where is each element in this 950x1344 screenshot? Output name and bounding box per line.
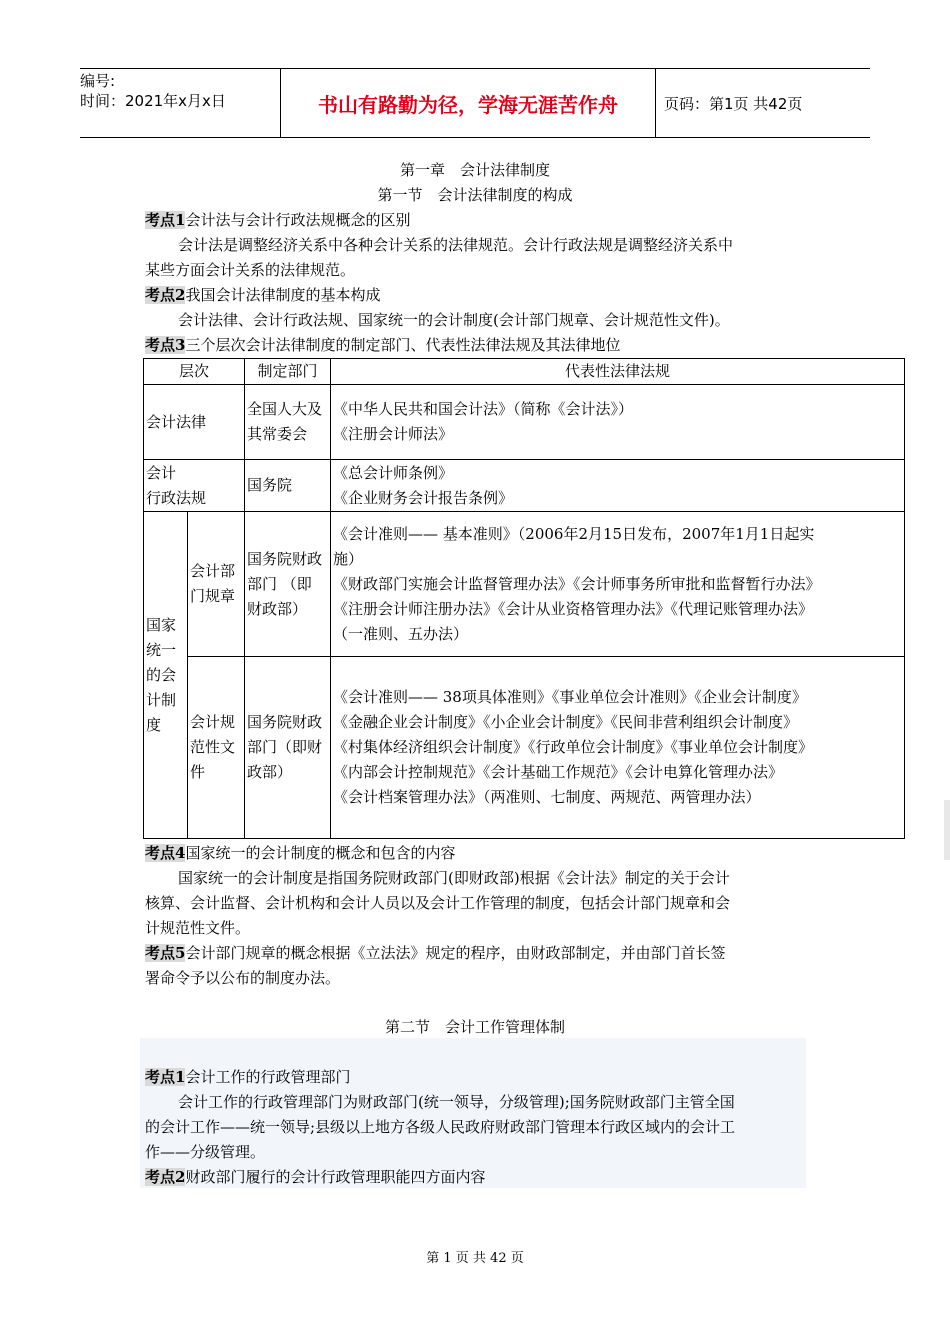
table-row — [144, 512, 905, 657]
time-label: 时间：2021年x月x日 — [80, 92, 226, 110]
cell-text: 《企业财务会计报告条例》 — [333, 488, 514, 507]
scroll-edge — [944, 800, 950, 860]
table-row — [144, 385, 905, 460]
paragraph-line: 的会计工作——统一领导;县级以上地方各级人民政府财政部门管理本行政区域内的会计工 — [145, 1118, 736, 1136]
paragraph-line: 作——分级管理。 — [145, 1143, 266, 1161]
table-header-row — [144, 359, 905, 385]
page-header — [80, 68, 870, 138]
paragraph-line: 某些方面会计关系的法律规范。 — [145, 261, 356, 279]
point-tag: 考点3 — [145, 336, 186, 354]
cell-text: 行政法规 — [146, 488, 207, 507]
motto: 书山有路勤为径，学海无涯苦作舟 — [281, 69, 656, 137]
cell-text: 《中华人民共和国会计法》（简称《会计法》） — [333, 400, 634, 418]
cell-law — [331, 460, 905, 512]
point-4-heading — [145, 841, 455, 866]
cell-text: 财政部） — [247, 599, 308, 618]
cell-text: 《会计准则—— 38项具体准则》《事业单位会计准则》《企业会计制度》 — [333, 688, 807, 706]
cell-level: 会计法律 — [144, 385, 245, 460]
paragraph-line: 会计法是调整经济关系中各种会计关系的法律规范。会计行政法规是调整经济关系中 — [178, 236, 734, 254]
chapter-title: 第一章 会计法律制度 — [399, 161, 550, 179]
cell-text: 国务院财政 — [247, 713, 323, 731]
paragraph-line: 会计法律、会计行政法规、国家统一的会计制度(会计部门规章、会计规范性文件)。 — [178, 311, 730, 329]
point-tag: 考点2 — [145, 1168, 186, 1186]
cell-text: 部门 （即 — [247, 574, 312, 593]
section-2-point-1-heading — [145, 1065, 350, 1090]
cell-text: 《会计准则—— 基本准则》（2006年2月15日发布，2007年1月1日起实 — [333, 524, 815, 543]
cell-text: 的会 — [146, 665, 177, 684]
point-1-heading — [145, 208, 410, 233]
cell-text: 会计规 — [190, 713, 236, 731]
section-2-title: 第二节 会计工作管理体制 — [384, 1018, 565, 1036]
legal-system-table — [143, 358, 905, 839]
cell-text: 其常委会 — [247, 425, 308, 443]
point-tag: 考点2 — [145, 286, 186, 304]
cell-text: 《总会计师条例》 — [333, 463, 454, 482]
cell-text: 施） — [333, 549, 364, 568]
point-tag: 考点1 — [145, 1068, 186, 1086]
cell-dept: 国务院 — [245, 460, 331, 512]
point-tag: 考点4 — [145, 844, 186, 862]
cell-text: 全国人大及 — [247, 400, 323, 418]
cell-text: 《村集体经济组织会计制度》《行政单位会计制度》《事业单位会计制度》 — [333, 738, 814, 756]
cell-text: 国务院财政 — [247, 549, 323, 568]
point-title: 国家统一的会计制度的概念和包含的内容 — [185, 844, 456, 862]
cell-text: 《注册会计师注册办法》《会计从业资格管理办法》《代理记账管理办法》 — [333, 599, 814, 618]
point-2-heading — [145, 283, 380, 308]
point-title: 三个层次会计法律制度的制定部门、代表性法律法规及其法律地位 — [185, 336, 621, 354]
cell-text: 计制 — [146, 690, 177, 709]
cell-text: 统一 — [146, 640, 177, 659]
point-tag: 考点1 — [145, 211, 186, 229]
number-label: 编号: — [80, 72, 116, 90]
cell-text: 《金融企业会计制度》《小企业会计制度》《民间非营利组织会计制度》 — [333, 713, 799, 731]
cell-text: 件 — [190, 763, 206, 781]
cell-text: 国家 — [146, 615, 177, 634]
cell-text: 政部） — [247, 763, 293, 781]
paragraph-line: 计规范性文件。 — [145, 919, 251, 937]
table-row — [144, 460, 905, 512]
cell-dept — [245, 512, 331, 657]
header-level: 层次 — [144, 359, 245, 385]
paragraph-line: 会计部门规章的概念根据《立法法》规定的程序，由财政部制定，并由部门首长签 — [185, 944, 726, 962]
point-5-heading — [145, 941, 725, 966]
paragraph-line: 核算、会计监督、会计机构和会计人员以及会计工作管理的制度，包括会计部门规章和会 — [145, 894, 731, 912]
point-title: 我国会计法律制度的基本构成 — [185, 286, 381, 304]
cell-sublevel — [188, 657, 245, 839]
point-3-heading — [145, 333, 620, 358]
cell-text: 门规章 — [190, 587, 236, 605]
point-tag: 考点5 — [145, 944, 186, 962]
cell-law — [331, 385, 905, 460]
cell-level — [144, 460, 245, 512]
header-dept: 制定部门 — [245, 359, 331, 385]
point-title: 财政部门履行的会计行政管理职能四方面内容 — [185, 1168, 486, 1186]
table-row — [144, 657, 905, 839]
cell-dept — [245, 385, 331, 460]
cell-text: （一准则、五办法） — [333, 624, 469, 643]
cell-sublevel — [188, 512, 245, 657]
paragraph-line: 署命令予以公布的制度办法。 — [145, 969, 341, 987]
cell-level-unified — [144, 512, 188, 839]
page-info: 页码：第1页 共42页 — [664, 94, 803, 113]
paragraph-line: 会计工作的行政管理部门为财政部门(统一领导，分级管理);国务院财政部门主管全国 — [178, 1093, 735, 1111]
cell-text: 《内部会计控制规范》《会计基础工作规范》《会计电算化管理办法》 — [333, 763, 784, 781]
cell-text: 《会计档案管理办法》（两准则、七制度、两规范、两管理办法） — [333, 788, 761, 806]
point-title: 会计工作的行政管理部门 — [185, 1068, 351, 1086]
cell-text: 部门（即财 — [247, 738, 323, 756]
cell-text: 会计 — [146, 463, 177, 482]
paragraph-line: 国家统一的会计制度是指国务院财政部门(即财政部)根据《会计法》制定的关于会计 — [178, 869, 730, 887]
cell-text: 《财政部门实施会计监督管理办法》《会计师事务所审批和监督暂行办法》 — [333, 574, 821, 593]
cell-law — [331, 657, 905, 839]
section-2-point-2-heading — [145, 1165, 485, 1190]
cell-law — [331, 512, 905, 657]
cell-text: 《注册会计师法》 — [333, 425, 454, 443]
header-left-cell — [80, 69, 281, 137]
header-law: 代表性法律法规 — [331, 359, 905, 385]
cell-text: 会计部 — [190, 562, 236, 580]
cell-text: 度 — [146, 715, 162, 734]
section-title: 第一节 会计法律制度的构成 — [377, 186, 573, 204]
cell-text: 范性文 — [190, 738, 236, 756]
point-title: 会计法与会计行政法规概念的区别 — [185, 211, 411, 229]
cell-dept — [245, 657, 331, 839]
page-number-footer: 第 1 页 共 42 页 — [426, 1251, 524, 1266]
